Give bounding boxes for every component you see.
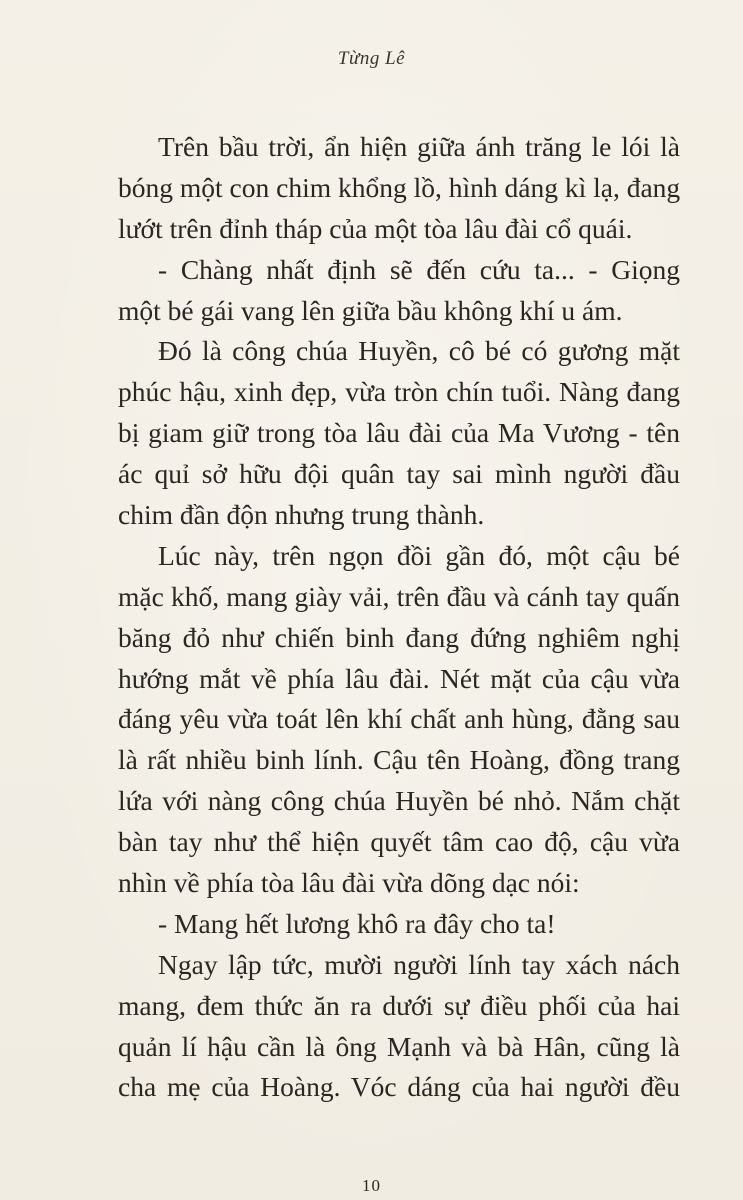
text-line: bị giam giữ trong tòa lâu đài của Ma Vương - tên (118, 417, 680, 449)
text-line: ác quỉ sở hữu đội quân tay sai mình người đầu (118, 458, 680, 490)
text-line: Trên bầu trời, ẩn hiện giữa ánh trăng le lói là (158, 131, 680, 162)
text-line: bàn tay như thể hiện quyết tâm cao độ, cậu vừa (118, 826, 680, 858)
text-line: lứa với nàng công chúa Huyền bé nhỏ. Nắm chặt (118, 785, 680, 817)
text-line: Lúc này, trên ngọn đồi gần đó, một cậu bé (158, 539, 680, 571)
text-line: - Mang hết lương khô ra đây cho ta! (158, 907, 556, 939)
running-head: Từng Lê (337, 48, 406, 69)
text-line: - Chàng nhất định sẽ đến cứu ta... - Giọng (158, 253, 680, 285)
text-line: Ngay lập tức, mười người lính tay xách nách (158, 948, 680, 980)
text-line: quản lí hậu cần là ông Mạnh và bà Hân, cũng là (118, 1030, 680, 1062)
text-line: nhìn về phía tòa lâu đài vừa dõng dạc nói: (118, 867, 580, 899)
text-line: là rất nhiều binh lính. Cậu tên Hoàng, đồng trang (118, 744, 680, 776)
page-number: 10 (362, 1176, 381, 1195)
body-text (118, 127, 680, 1108)
text-line: bóng một con chim khổng lồ, hình dáng kì lạ, đang (118, 171, 681, 203)
text-line: cha mẹ của Hoàng. Vóc dáng của hai người đều (118, 1071, 680, 1103)
text-line: mang, đem thức ăn ra dưới sự điều phối của hai (118, 989, 680, 1021)
text-line: Đó là công chúa Huyền, cô bé có gương mặt (158, 335, 680, 367)
text-line: đáng yêu vừa toát lên khí chất anh hùng, đằng sau (118, 703, 680, 735)
text-line: mặc khố, mang giày vải, trên đầu và cánh tay quấn (118, 580, 680, 612)
text-line: một bé gái vang lên giữa bầu không khí u ám. (118, 294, 623, 326)
text-line: chim đần độn nhưng trung thành. (118, 499, 485, 531)
text-line: hướng mắt về phía lâu đài. Nét mặt của cậu vừa (118, 662, 680, 694)
text-line: lướt trên đỉnh tháp của một tòa lâu đài cổ quái. (118, 212, 633, 244)
text-line: phúc hậu, xinh đẹp, vừa tròn chín tuổi. Nàng đang (118, 376, 680, 408)
text-line: băng đỏ như chiến binh đang đứng nghiêm nghị (118, 621, 680, 653)
